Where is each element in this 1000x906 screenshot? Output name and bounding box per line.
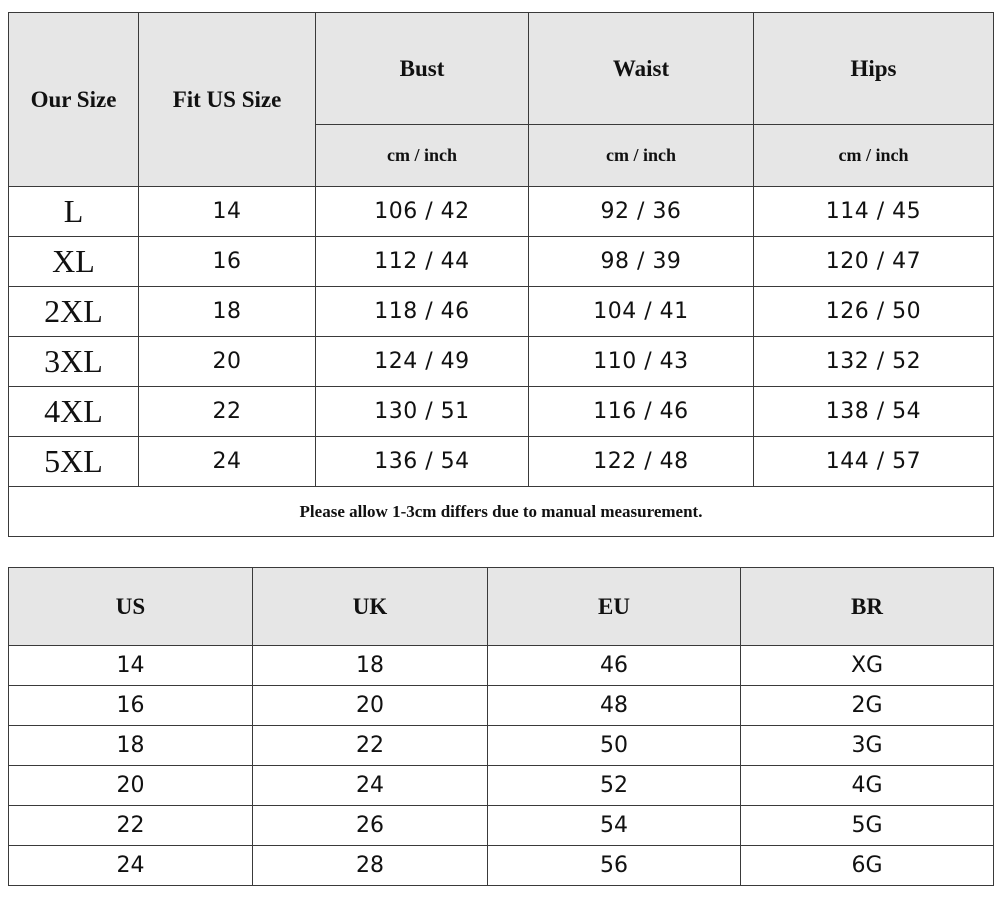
bust-cell: 112 / 44 xyxy=(316,237,529,287)
our-size-cell: 5XL xyxy=(9,437,139,487)
waist-cell: 110 / 43 xyxy=(529,337,754,387)
br-cell: 4G xyxy=(741,766,994,806)
header-eu: EU xyxy=(488,568,741,646)
hips-cell: 138 / 54 xyxy=(754,387,994,437)
hips-cell: 126 / 50 xyxy=(754,287,994,337)
size-row xyxy=(9,187,994,237)
fit-us-size-cell: 22 xyxy=(139,387,316,437)
conversion-row xyxy=(9,646,994,686)
uk-cell: 24 xyxy=(253,766,488,806)
conversion-row xyxy=(9,846,994,886)
us-cell: 16 xyxy=(9,686,253,726)
eu-cell: 48 xyxy=(488,686,741,726)
eu-cell: 56 xyxy=(488,846,741,886)
header-waist: Waist xyxy=(529,13,754,125)
us-cell: 24 xyxy=(9,846,253,886)
size-row xyxy=(9,387,994,437)
our-size-cell: XL xyxy=(9,237,139,287)
our-size-cell: 3XL xyxy=(9,337,139,387)
header-fit-us-size: Fit US Size xyxy=(139,13,316,187)
size-row xyxy=(9,437,994,487)
bust-cell: 124 / 49 xyxy=(316,337,529,387)
our-size-cell: L xyxy=(9,187,139,237)
eu-cell: 50 xyxy=(488,726,741,766)
size-conversion-table xyxy=(8,567,994,886)
us-cell: 20 xyxy=(9,766,253,806)
hips-cell: 144 / 57 xyxy=(754,437,994,487)
uk-cell: 28 xyxy=(253,846,488,886)
size-row xyxy=(9,337,994,387)
conversion-row xyxy=(9,726,994,766)
uk-cell: 20 xyxy=(253,686,488,726)
header-our-size: Our Size xyxy=(9,13,139,187)
conversion-row xyxy=(9,686,994,726)
waist-cell: 92 / 36 xyxy=(529,187,754,237)
bust-cell: 118 / 46 xyxy=(316,287,529,337)
our-size-cell: 2XL xyxy=(9,287,139,337)
us-cell: 22 xyxy=(9,806,253,846)
br-cell: 2G xyxy=(741,686,994,726)
fit-us-size-cell: 18 xyxy=(139,287,316,337)
fit-us-size-cell: 14 xyxy=(139,187,316,237)
waist-cell: 98 / 39 xyxy=(529,237,754,287)
fit-us-size-cell: 24 xyxy=(139,437,316,487)
bust-cell: 136 / 54 xyxy=(316,437,529,487)
size-row xyxy=(9,287,994,337)
size-row xyxy=(9,237,994,287)
hips-cell: 114 / 45 xyxy=(754,187,994,237)
header-waist-unit: cm / inch xyxy=(529,125,754,187)
uk-cell: 18 xyxy=(253,646,488,686)
header-hips: Hips xyxy=(754,13,994,125)
header-br: BR xyxy=(741,568,994,646)
br-cell: 6G xyxy=(741,846,994,886)
measurement-note: Please allow 1-3cm differs due to manual measurement. xyxy=(9,487,994,537)
eu-cell: 46 xyxy=(488,646,741,686)
br-cell: 3G xyxy=(741,726,994,766)
waist-cell: 122 / 48 xyxy=(529,437,754,487)
hips-cell: 132 / 52 xyxy=(754,337,994,387)
eu-cell: 54 xyxy=(488,806,741,846)
conversion-row xyxy=(9,806,994,846)
header-bust-unit: cm / inch xyxy=(316,125,529,187)
waist-cell: 116 / 46 xyxy=(529,387,754,437)
eu-cell: 52 xyxy=(488,766,741,806)
fit-us-size-cell: 20 xyxy=(139,337,316,387)
header-uk: UK xyxy=(253,568,488,646)
header-hips-unit: cm / inch xyxy=(754,125,994,187)
us-cell: 14 xyxy=(9,646,253,686)
waist-cell: 104 / 41 xyxy=(529,287,754,337)
uk-cell: 22 xyxy=(253,726,488,766)
header-us: US xyxy=(9,568,253,646)
us-cell: 18 xyxy=(9,726,253,766)
br-cell: XG xyxy=(741,646,994,686)
hips-cell: 120 / 47 xyxy=(754,237,994,287)
conversion-row xyxy=(9,766,994,806)
bust-cell: 130 / 51 xyxy=(316,387,529,437)
header-bust: Bust xyxy=(316,13,529,125)
uk-cell: 26 xyxy=(253,806,488,846)
fit-us-size-cell: 16 xyxy=(139,237,316,287)
size-chart-table xyxy=(8,12,994,537)
bust-cell: 106 / 42 xyxy=(316,187,529,237)
our-size-cell: 4XL xyxy=(9,387,139,437)
br-cell: 5G xyxy=(741,806,994,846)
